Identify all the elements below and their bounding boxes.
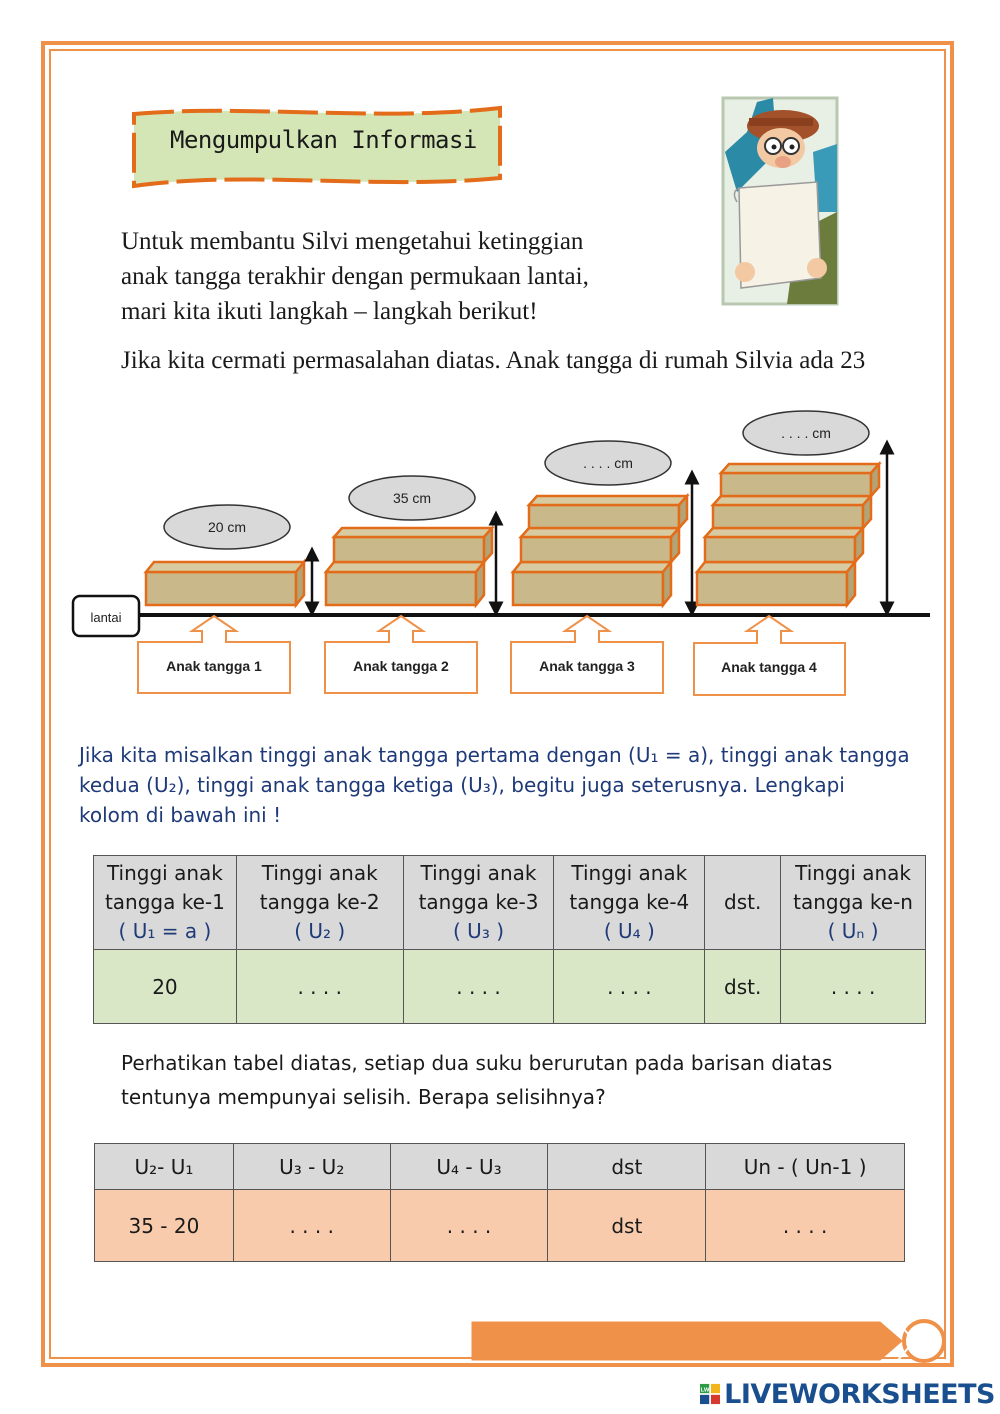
step-callout-2 <box>325 616 477 693</box>
value-cell-u1: 20 <box>94 950 237 1024</box>
step-block-3 <box>513 496 687 605</box>
step-callout-1 <box>138 616 290 693</box>
question-text <box>121 1046 901 1114</box>
header-cell-diff-dst: dst <box>548 1144 706 1190</box>
table-header-row <box>95 1144 905 1190</box>
height-label-4: . . . . cm <box>781 425 831 441</box>
footer-arrow-decoration <box>470 1318 950 1364</box>
value-cell-dst: dst. <box>705 950 781 1024</box>
step-callout-4 <box>694 616 845 695</box>
step-block-4 <box>697 464 879 605</box>
explorer-reading-map-illustration <box>717 92 843 310</box>
step-block-1 <box>146 562 304 605</box>
header-cell-diff-n: Un - ( Un-1 ) <box>706 1144 905 1190</box>
height-oval-1 <box>164 505 290 549</box>
header-cell-u2: Tinggi anak tangga ke-2 ( U₂ ) <box>236 856 403 950</box>
logo-badge-icon <box>700 1382 720 1406</box>
liveworksheets-logo <box>700 1378 995 1410</box>
answer-input-diff-2[interactable]: . . . . <box>233 1190 390 1262</box>
table-header-row <box>94 856 926 950</box>
heights-table <box>93 855 926 1024</box>
answer-input-u4[interactable]: . . . . <box>554 950 705 1024</box>
instruction-line-2: kedua (U₂), tinggi anak tangga ketiga (U₃), begitu juga seterusnya. Lengkapi <box>79 773 845 797</box>
height-oval-2 <box>349 476 475 520</box>
step-label-3: Anak tangga 3 <box>539 658 635 674</box>
answer-input-diff-3[interactable]: . . . . <box>390 1190 548 1262</box>
header-cell-dst: dst. <box>705 856 781 950</box>
value-cell-diff-1: 35 - 20 <box>95 1190 234 1262</box>
banner-title: Mengumpulkan Informasi <box>170 126 477 154</box>
instruction-line-3: kolom di bawah ini ! <box>79 803 282 827</box>
question-line-2: tentunya mempunyai selisih. Berapa selisihnya? <box>121 1085 606 1109</box>
value-cell-diff-dst: dst <box>548 1190 706 1262</box>
answer-input-diff-n[interactable]: . . . . <box>706 1190 905 1262</box>
height-label-1: 20 cm <box>207 519 247 535</box>
svg-text:LW: LW <box>700 1387 710 1394</box>
step-block-2 <box>326 528 492 605</box>
intro-paragraph: Jika kita cermati permasalahan diatas. Anak tangga di rumah Silvia ada 23 <box>121 347 866 374</box>
answer-input-un[interactable]: . . . . <box>781 950 926 1024</box>
intro-text <box>121 224 641 329</box>
answer-input-u2[interactable]: . . . . <box>236 950 403 1024</box>
height-oval-3 <box>545 441 671 485</box>
answer-input-u3[interactable]: . . . . <box>403 950 554 1024</box>
table-value-row <box>94 950 926 1024</box>
step-callout-3 <box>511 616 663 693</box>
floor-label-box <box>73 596 139 636</box>
differences-table <box>94 1143 905 1262</box>
step-label-4: Anak tangga 4 <box>721 659 817 675</box>
logo-text: LIVEWORKSHEETS <box>724 1378 995 1410</box>
header-cell-un: Tinggi anak tangga ke-n ( Uₙ ) <box>781 856 926 950</box>
header-cell-diff-2: U₃ - U₂ <box>233 1144 390 1190</box>
question-line-1: Perhatikan tabel diatas, setiap dua suku berurutan pada barisan diatas <box>121 1051 833 1075</box>
intro-line-2: anak tangga terakhir dengan permukaan lantai, <box>121 263 589 290</box>
instruction-text <box>79 740 929 830</box>
intro-line-3: mari kita ikuti langkah – langkah berikut! <box>121 298 538 325</box>
header-cell-diff-1: U₂- U₁ <box>95 1144 234 1190</box>
header-cell-diff-3: U₄ - U₃ <box>390 1144 548 1190</box>
height-oval-4 <box>743 411 869 455</box>
instruction-line-1: Jika kita misalkan tinggi anak tangga pertama dengan (U₁ = a), tinggi anak tangga <box>79 743 910 767</box>
table-value-row <box>95 1190 905 1262</box>
step-label-1: Anak tangga 1 <box>166 658 262 674</box>
height-label-2: 35 cm <box>392 490 432 506</box>
step-label-2: Anak tangga 2 <box>353 658 449 674</box>
floor-label: lantai <box>90 610 122 625</box>
header-cell-u1: Tinggi anak tangga ke-1 ( U₁ = a ) <box>94 856 237 950</box>
header-cell-u4: Tinggi anak tangga ke-4 ( U₄ ) <box>554 856 705 950</box>
stairs-diagram <box>0 395 1000 705</box>
header-cell-u3: Tinggi anak tangga ke-3 ( U₃ ) <box>403 856 554 950</box>
height-label-3: . . . . cm <box>583 455 633 471</box>
intro-line-1: Untuk membantu Silvi mengetahui ketinggian <box>121 228 584 255</box>
